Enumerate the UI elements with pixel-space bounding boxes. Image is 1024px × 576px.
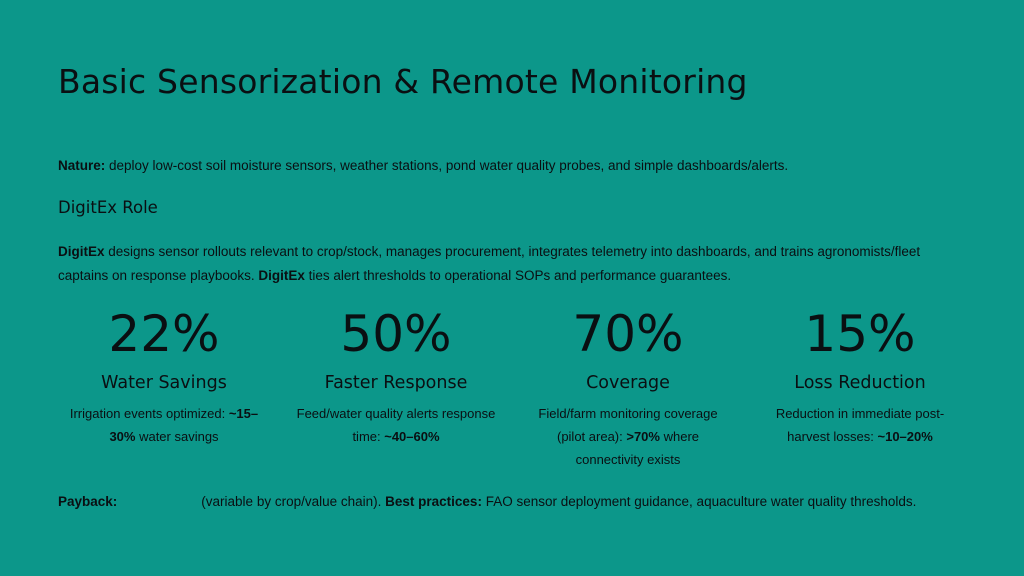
stat-desc-bold: >70% [626,429,660,444]
payback-text: (variable by crop/value chain). [201,494,386,509]
stat-label: Water Savings [101,373,227,393]
stat-label: Faster Response [324,373,468,393]
role-brand-2: DigitEx [258,268,305,283]
payback-label: Payback: [58,494,118,509]
stat-desc-text: Reduction in immediate post-harvest losses: [775,406,945,444]
stat-value: 70% [572,305,684,363]
stat-description [524,402,732,471]
role-text-2: ties alert thresholds to operational SOPs and performance guarantees. [304,268,732,283]
stat-desc-bold: ~10–20% [877,429,933,444]
best-practices-label: Best practices: [385,494,482,509]
slide-title: Basic Sensorization & Remote Monitoring [58,62,748,101]
stat-faster-response [282,306,510,448]
nature-text: deploy low-cost soil moisture sensors, weather stations, pond water quality probes, and simple dashboards/alerts. [105,158,789,173]
role-text-1: designs sensor rollouts relevant to crop/stock, manages procurement, integrates telemetry into dashboards, and trains agronomists/fleet captains on response playbooks. [58,244,921,283]
stat-value: 50% [340,305,452,363]
stat-description [292,402,500,448]
stat-description [756,402,964,448]
stat-label: Coverage [586,373,670,393]
stat-desc-text: water savings [135,429,219,444]
stat-description [60,402,268,448]
role-heading: DigitEx Role [58,198,158,217]
stat-desc-text: Field/farm monitoring coverage (pilot area): [538,406,718,444]
role-brand-1: DigitEx [58,244,105,259]
stat-value: 22% [108,305,220,363]
stat-label: Loss Reduction [794,373,926,393]
role-paragraph [58,240,968,288]
stat-desc-text: Feed/water quality alerts response time: [296,406,496,444]
payback-paragraph [58,490,968,514]
stat-loss-reduction [746,306,974,448]
stat-desc-text: where connectivity exists [575,429,700,467]
nature-label: Nature: [58,158,106,173]
stats-row [50,306,980,476]
stat-desc-bold: ~15–30% [109,406,259,444]
best-practices-text: FAO sensor deployment guidance, aquaculture water quality thresholds. [481,494,917,509]
stat-value: 15% [804,305,916,363]
stat-desc-text: Irrigation events optimized: [69,406,229,421]
nature-paragraph [58,154,968,178]
stat-water-savings [50,306,278,448]
stat-desc-bold: ~40–60% [384,429,440,444]
stat-coverage [514,306,742,471]
